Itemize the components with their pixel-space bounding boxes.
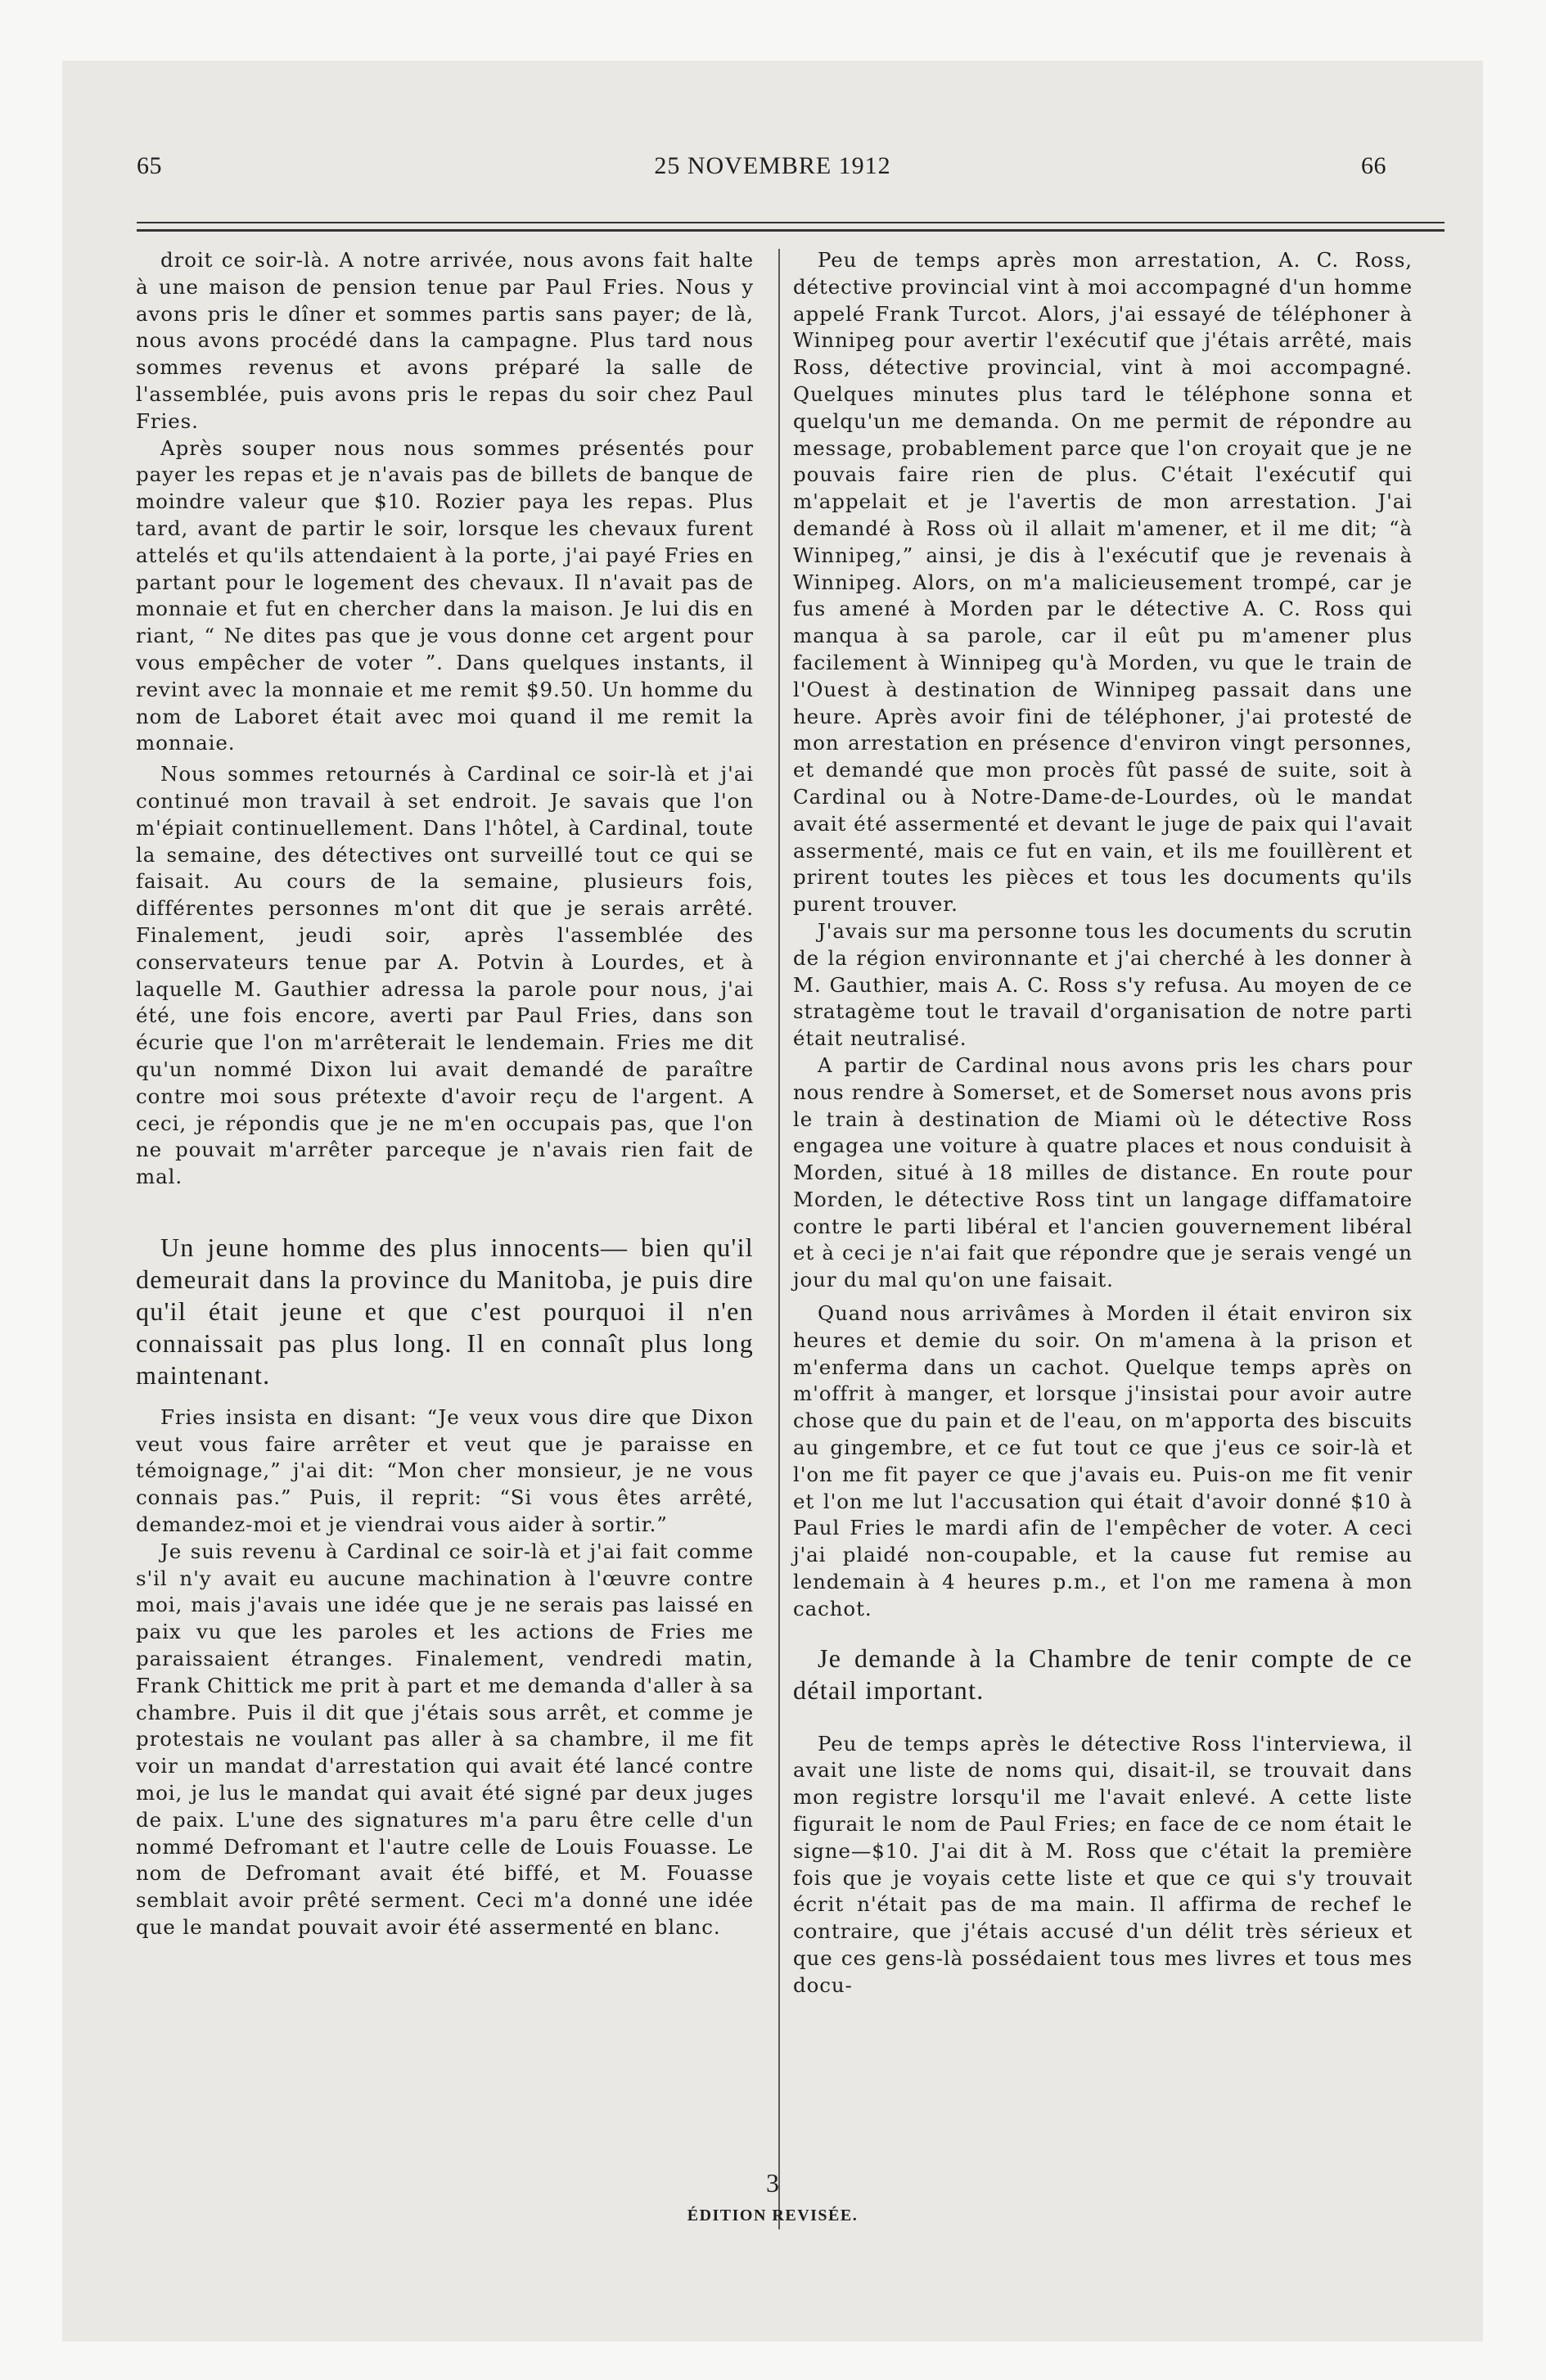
speaker-remark: Je demande à la Chambre de tenir compte de ce détail important. — [793, 1643, 1413, 1705]
header-rule-thick — [137, 229, 1445, 232]
paragraph: Peu de temps après mon arrestation, A. C. Ross, détective provincial vint à moi accompagné d'un homme appelé Frank Turcot. Alors, j'ai essayé de téléphoner à Winnipeg pour avertir l'exécutif que j'étais arrêté, mais Ross, détective provincial, vint à moi accompagné. Quelques minutes plus tard le téléphone sonna et quelqu'un me demanda. On me permit de répondre au message, probablement parce que l'on croyait que je ne pouvais faire rien de plus. C'était l'exécutif qui m'appelait et je l'avertis de mon arrestation. J'ai demandé à Ross où il allait m'amener, et il me dit; “à Winnipeg,” ainsi, je dis à l'exécutif que je revenais à Winnipeg. Alors, on m'a malicieusement trompé, car je fus amené à Morden par le détective A. C. Ross qui manqua à sa parole, car il eût pu m'amener plus facilement à Winnipeg qu'à Morden, vu que le train de l'Ouest à destination de Winnipeg passait dans une heure. Après avoir fini de téléphoner, j'ai protesté de mon arrestation en présence d'environ vingt personnes, et demandé que mon procès fût passé de suite, soit à Cardinal ou à Notre-Dame-de-Lourdes, où le mandat avait été assermenté et devant le juge de paix qui l'avait assermenté, mais ce fut en vain, et ils me fouillèrent et prirent toutes les pièces et tous les documents qu'ils purent trouver. — [793, 248, 1413, 917]
page-number-right: 66 — [1361, 152, 1386, 179]
paragraph: Peu de temps après le détective Ross l'interviewa, il avait une liste de noms qui, disait-il, se trouvait dans mon registre lorsqu'il me l'avait enlevé. A cette liste figurait le nom de Paul Fries; en face de ce nom était le signe—$10. J'ai dit à M. Ross que c'était la première fois que je voyais cette liste et que ce qui s'y trouvait écrit n'était pas de ma main. Il affirma de rechef le contraire, que j'étais accusé d'un délit très sérieux et que ces gens-là possédaient tous mes livres et tous mes docu- — [793, 1731, 1413, 1997]
paragraph: J'avais sur ma personne tous les documents du scrutin de la région environnante et j'ai cherché à les donner à M. Gauthier, mais A. C. Ross s'y refusa. Au moyen de ce stratagème tout le travail d'organisation de notre parti était neutralisé. — [793, 918, 1413, 1051]
page-date: 25 NOVEMBRE 1912 — [654, 152, 891, 179]
paragraph: A partir de Cardinal nous avons pris les chars pour nous rendre à Somerset, et de Somerset nous avons pris le train à destination de Miami où le détective Ross engagea une voiture à quatre places et nous conduisit à Morden, situé à 18 milles de distance. En route pour Morden, le détective Ross tint un langage diffamatoire contre le parti libéral et l'ancien gouvernement libéral et à ceci je n'ai fait que répondre que je serais vengé un jour du mal qu'on une faisait. — [793, 1053, 1413, 1292]
page-number-left: 65 — [137, 152, 162, 179]
header-rule — [137, 222, 1445, 223]
paragraph: Fries insista en disant: “Je veux vous dire que Dixon veut vous faire arrêter et veut que je paraisse en témoignage,” j'ai dit: “Mon cher monsieur, je ne vous connais pas.” Puis, il reprit: “Si vous êtes arrêté, demandez-moi et je viendrai vous aider à sortir.” — [136, 1404, 754, 1537]
column-divider — [778, 249, 780, 2229]
left-column — [136, 247, 754, 1941]
hansard-page — [62, 61, 1483, 2342]
paragraph: Quand nous arrivâmes à Morden il était environ six heures et demie du soir. On m'amena à la prison et m'enferma dans un cachot. Quelque temps après on m'offrit à manger, et lorsque j'insistai pour avoir autre chose que du pain et de l'eau, on m'apporta des biscuits au gingembre, et ce fut tout ce que j'eus ce soir-là et l'on me fit payer ce que j'avais eu. Puis-on me fit venir et l'on me lut l'accusation qui était d'avoir donné $10 à Paul Fries le mardi afin de l'empêcher de voter. A ceci j'ai plaidé non-coupable, et la cause fut remise au lendemain à 4 heures p.m., et l'on me ramena à mon cachot. — [793, 1301, 1413, 1620]
edition-label: ÉDITION REVISÉE. — [687, 2206, 859, 2224]
paragraph: Je suis revenu à Cardinal ce soir-là et j'ai fait comme s'il n'y avait eu aucune machination à l'œuvre contre moi, mais j'avais une idée que je ne serais pas laissé en paix vu que les paroles et les actions de Fries me paraissaient étranges. Finalement, vendredi matin, Frank Chittick me prit à part et me demanda d'aller à sa chambre. Puis il dit que j'étais sous arrêt, et comme je protestais ne voulant pas aller à sa chambre, il me fit voir un mandat d'arrestation qui avait été lancé contre moi, je lus le mandat qui avait été signé par deux juges de paix. L'une des signatures m'a paru être celle d'un nommé Defromant et l'autre celle de Louis Fouasse. Le nom de Defromant avait été biffé, et M. Fouasse semblait avoir prêté serment. Ceci m'a donné une idée que le mandat pouvait avoir été assermenté en blanc. — [136, 1539, 754, 1940]
speaker-remark: Un jeune homme des plus innocents— bien qu'il demeurait dans la province du Manitoba, je puis dire qu'il était jeune et que c'est pourquoi il n'en connaissait pas plus long. Il en connaît plus long maintenant. — [136, 1232, 754, 1390]
paragraph: Après souper nous nous sommes présentés pour payer les repas et je n'avais pas de billets de banque de moindre valeur que $10. Rozier paya les repas. Plus tard, avant de partir le soir, lorsque les chevaux furent attelés et qu'ils attendaient à la porte, j'ai payé Fries en partant pour le logement des chevaux. Il n'avait pas de monnaie et fut en chercher dans la maison. Je lui dis en riant, “ Ne dites pas que je vous donne cet argent pour vous empêcher de voter ”. Dans quelques instants, il revint avec la monnaie et me remit $9.50. Un homme du nom de Laboret était avec moi quand il me remit la monnaie. — [136, 435, 754, 755]
footer-page-number: 3 — [766, 2168, 779, 2197]
paragraph: droit ce soir-là. A notre arrivée, nous avons fait halte à une maison de pension tenue par Paul Fries. Nous y avons pris le dîner et sommes partis sans payer; de là, nous avons procédé dans la campagne. Plus tard nous sommes revenus et avons préparé la salle de l'assemblée, puis avons pris le repas du soir chez Paul Fries. — [136, 248, 754, 433]
right-column — [793, 247, 1413, 1999]
paragraph: Nous sommes retournés à Cardinal ce soir-là et j'ai continué mon travail à set endroit. Je savais que l'on m'épiait continuellement. Dans l'hôtel, à Cardinal, toute la semaine, des détectives ont surveillé tout ce qui se faisait. Au cours de la semaine, plusieurs fois, différentes personnes m'ont dit que je serais arrêté. Finalement, jeudi soir, après l'assemblée des conservateurs tenue par A. Potvin à Lourdes, et à laquelle M. Gauthier adressa la parole pour nous, j'ai été, une fois encore, averti par Paul Fries, dans son écurie que l'on m'arrêterait le lendemain. Fries me dit qu'un nommé Dixon lui avait demandé de paraître contre moi sous prétexte d'avoir reçu de l'argent. A ceci, je répondis que je ne m'en occupais pas, que l'on ne pouvait m'arrêter parceque je n'avais rien fait de mal. — [136, 762, 754, 1189]
